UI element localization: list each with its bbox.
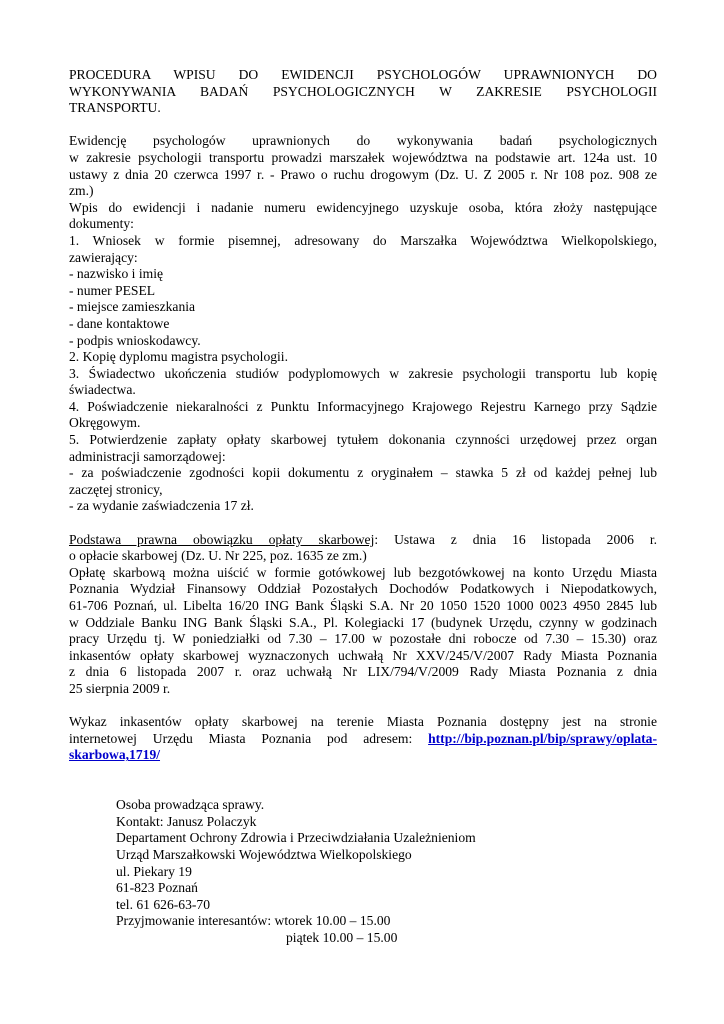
sub-item: - numer PESEL bbox=[69, 282, 156, 298]
sub-item: - podpis wnioskodawcy. bbox=[69, 332, 201, 348]
text-line bbox=[69, 532, 657, 549]
list-item: świadectwa. bbox=[69, 382, 136, 398]
contact-phone: tel. 61 626-63-70 bbox=[116, 896, 211, 912]
text-line: zm.) bbox=[69, 183, 94, 199]
legal-basis-paragraph bbox=[69, 532, 657, 698]
text-line: inkasentów opłaty skarbowej wyznaczonych uchwałą Nr XXV/245/V/2007 Rady Miasta Poznania bbox=[69, 647, 657, 663]
contact-office: Urząd Marszałkowski Województwa Wielkopolskiego bbox=[116, 846, 412, 862]
contact-street: ul. Piekary 19 bbox=[116, 863, 192, 879]
text-line: w Oddziale Banku ING Bank Śląski S.A., Pl. Kolegiacki 17 (budynek Urzędu, czynny w godzinach bbox=[69, 614, 657, 630]
legal-basis-label: Podstawa prawna obowiązku opłaty skarbowej bbox=[69, 531, 375, 547]
collectors-link[interactable]: http://bip.poznan.pl/bip/sprawy/oplata- bbox=[428, 730, 657, 746]
text-line: ustawy z dnia 20 czerwca 1997 r. - Prawo o ruchu drogowym (Dz. U. Z 2005 r. Nr 108 poz. 908 ze bbox=[69, 166, 657, 182]
text-line bbox=[69, 747, 657, 764]
contact-city: 61-823 Poznań bbox=[116, 880, 198, 896]
sub-item: - miejsce zamieszkania bbox=[69, 299, 196, 315]
text-line: Ewidencję psychologów uprawnionych do wykonywania badań psychologicznych bbox=[69, 133, 657, 149]
list-item: 5. Potwierdzenie zapłaty opłaty skarbowej tytułem dokonania czynności urzędowej przez organ bbox=[69, 432, 657, 448]
fee-item: - za wydanie zaświadczenia 17 zł. bbox=[69, 498, 254, 514]
text-line: Wykaz inkasentów opłaty skarbowej na terenie Miasta Poznania dostępny jest na stronie bbox=[69, 714, 657, 730]
fee-item: zaczętej stronicy, bbox=[69, 481, 163, 497]
sub-item: - nazwisko i imię bbox=[69, 266, 164, 282]
contact-block bbox=[116, 797, 657, 946]
text-line: pracy Urzędu tj. W poniedziałki od 7.30 – 17.00 w pozostałe dni robocze od 7.30 – 15.30) oraz bbox=[69, 631, 657, 647]
document-page bbox=[69, 67, 657, 946]
contact-line: Osoba prowadząca sprawy. bbox=[116, 797, 265, 813]
sub-item: - dane kontaktowe bbox=[69, 315, 170, 331]
text-line: 61-706 Poznań, ul. Libelta 16/20 ING Bank Śląski S.A. Nr 20 1050 1520 1000 0023 4950 2845 lub bbox=[69, 598, 657, 613]
contact-hours: Przyjmowanie interesantów: wtorek 10.00 – 15.00 bbox=[116, 913, 391, 929]
text-line: o opłacie skarbowej (Dz. U. Nr 225, poz. 1635 ze zm.) bbox=[69, 548, 367, 564]
title-line: TRANSPORTU. bbox=[69, 100, 161, 116]
intro-paragraph bbox=[69, 133, 657, 233]
list-item: Okręgowym. bbox=[69, 415, 141, 431]
contact-person: Kontakt: Janusz Polaczyk bbox=[116, 813, 257, 829]
list-item: 3. Świadectwo ukończenia studiów podyplomowych w zakresie psychologii transportu lub kopię bbox=[69, 365, 657, 381]
collectors-paragraph bbox=[69, 714, 657, 764]
text-line: 25 sierpnia 2009 r. bbox=[69, 680, 171, 696]
list-item: 1. Wniosek w formie pisemnej, adresowany do Marszałka Województwa Wielkopolskiego, bbox=[69, 232, 657, 248]
list-item: zawierający: bbox=[69, 249, 138, 265]
document-title bbox=[69, 67, 657, 117]
text-line bbox=[69, 731, 657, 748]
list-item: 2. Kopię dyplomu magistra psychologii. bbox=[69, 349, 288, 365]
list-item: administracji samorządowej: bbox=[69, 448, 226, 464]
text-line: Opłatę skarbową można uiścić w formie gotówkowej lub bezgotówkowej na konto Urzędu Miasta bbox=[69, 564, 657, 580]
contact-hours: piątek 10.00 – 15.00 bbox=[286, 929, 398, 945]
text-line: z dnia 6 listopada 2007 r. oraz uchwałą Nr LIX/794/V/2009 Rady Miasta Poznania z dnia bbox=[69, 664, 657, 680]
link-intro-text: internetowej Urzędu Miasta Poznania pod adresem: bbox=[69, 730, 429, 746]
legal-basis-text: : Ustawa z dnia 16 listopada 2006 r. bbox=[374, 531, 657, 547]
text-line: Poznania Wydział Finansowy Oddział Pozostałych Dochodów Podatkowych i Niepodatkowych, bbox=[69, 581, 657, 597]
text-line: w zakresie psychologii transportu prowadzi marszałek województwa na podstawie art. 124a ust. 10 bbox=[69, 149, 657, 165]
collectors-link-continued[interactable]: skarbowa,1719/ bbox=[69, 747, 161, 763]
title-line: WYKONYWANIA BADAŃ PSYCHOLOGICZNYCH W ZAKRESIE PSYCHOLOGII bbox=[69, 83, 657, 99]
fee-item: - za poświadczenie zgodności kopii dokumentu z oryginałem – stawka 5 zł od każdej pełnej lub bbox=[69, 465, 657, 481]
required-documents-list bbox=[69, 233, 657, 515]
list-item: 4. Poświadczenie niekaralności z Punktu Informacyjnego Krajowego Rejestru Karnego przy Sądzie bbox=[69, 398, 657, 414]
text-line: Wpis do ewidencji i nadanie numeru ewidencyjnego uzyskuje osoba, która złoży następujące bbox=[69, 199, 657, 215]
title-line: PROCEDURA WPISU DO EWIDENCJI PSYCHOLOGÓW UPRAWNIONYCH DO bbox=[69, 67, 657, 82]
contact-department: Departament Ochrony Zdrowia i Przeciwdziałania Uzależnieniom bbox=[116, 830, 476, 846]
text-line: dokumenty: bbox=[69, 216, 134, 232]
